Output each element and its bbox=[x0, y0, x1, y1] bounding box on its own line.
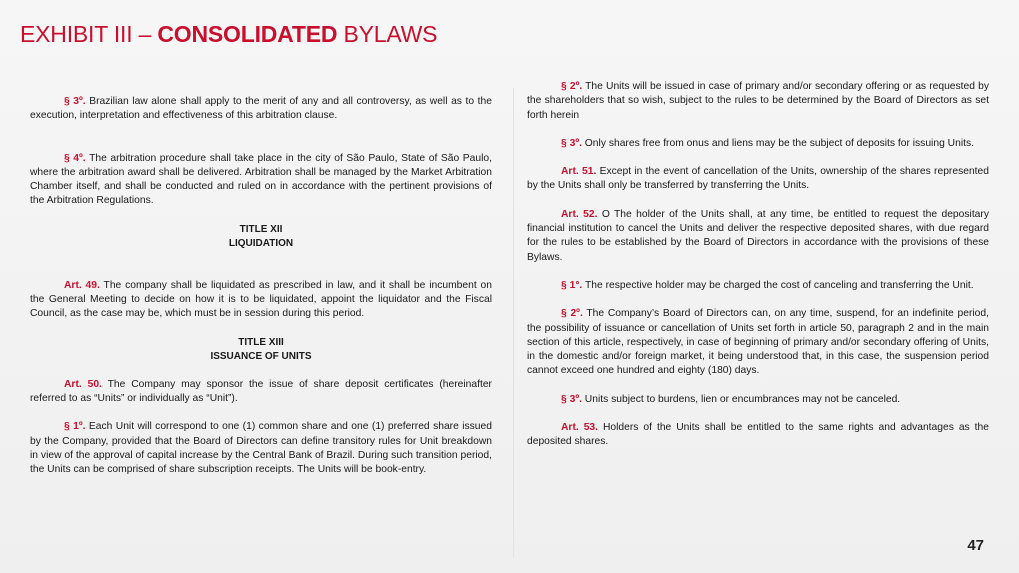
paragraph-lead: Art. 52. bbox=[561, 208, 598, 220]
paragraph-lead: Art. 53. bbox=[561, 422, 599, 434]
paragraph-lead: Art. 49. bbox=[64, 279, 100, 291]
heading-subtitle: LIQUIDATION bbox=[228, 237, 294, 249]
paragraph-lead: Art. 51. bbox=[561, 166, 597, 178]
paragraph bbox=[527, 137, 989, 151]
paragraph-text: Brazilian law alone shall apply to the merit of any and all controversy, as well as to the execution, interpretation and effectiveness of this arbitration clause. bbox=[30, 96, 492, 122]
right-column bbox=[527, 80, 989, 464]
paragraph-lead: § 3º. bbox=[64, 96, 86, 107]
paragraph-lead: § 3º. bbox=[561, 137, 582, 149]
paragraph-text: Holders of the Units shall be entitled to the same rights and advantages as the deposited shares. bbox=[527, 422, 989, 448]
title-prefix: EXHIBIT III – bbox=[20, 21, 158, 47]
paragraph bbox=[527, 208, 989, 265]
paragraph-lead: § 2º. bbox=[561, 81, 583, 92]
paragraph bbox=[30, 95, 492, 124]
paragraph-text: Only shares free from onus and liens may be the subject of deposits for issuing Units. bbox=[581, 137, 974, 149]
paragraph-text: The arbitration procedure shall take place in the city of São Paulo, State of São Paulo, where the arbitration award shall be delivered. Arbitration shall be managed by the Market Arbitration Chamber itself, and shall be conducted and ruled on in accordance with the pertinent provisions of the Arbitration Regulations. bbox=[30, 152, 492, 207]
paragraph bbox=[527, 307, 989, 378]
paragraph-text: The Company may sponsor the issue of share deposit certificates (hereinafter referred to as “Units” or individually as “Unit”). bbox=[30, 378, 492, 404]
paragraph-lead: § 1º. bbox=[64, 421, 86, 433]
paragraph-text: The company shall be liquidated as prescribed in law, and it shall be incumbent on the General Meeting to decide on how it is to be liquidated, appoint the liquidator and the Fiscal Council, as the case may be, which must be in session during this period. bbox=[30, 279, 492, 320]
paragraph-text: Units subject to burdens, lien or encumbrances may not be canceled. bbox=[581, 393, 901, 405]
paragraph bbox=[527, 279, 989, 293]
page-number: 47 bbox=[967, 537, 984, 554]
paragraph-lead: § 4º. bbox=[64, 152, 86, 164]
paragraph bbox=[30, 378, 492, 407]
title-suffix: BYLAWS bbox=[337, 21, 438, 47]
paragraph bbox=[527, 165, 989, 194]
paragraph-text: O The holder of the Units shall, at any time, be entitled to request the depositary financial institution to cancel the Units and deliver the respective deposited shares, with due regard for the rules to be established by the Board of Directors in accordance with the provisions of these Bylaws. bbox=[527, 208, 989, 263]
paragraph-lead: § 1°. bbox=[561, 279, 583, 291]
heading-subtitle: ISSUANCE OF UNITS bbox=[210, 350, 312, 362]
title-bold: CONSOLIDATED bbox=[157, 21, 338, 47]
heading-title: TITLE XII bbox=[239, 223, 283, 235]
paragraph-text: The respective holder may be charged the cost of canceling and transferring the Unit. bbox=[582, 279, 974, 291]
paragraph-text: Except in the event of cancellation of the Units, ownership of the shares represented by the Units shall only be transferred by transferring the Units. bbox=[527, 166, 989, 192]
paragraph-lead: Art. 50. bbox=[64, 378, 102, 390]
section-heading bbox=[30, 336, 492, 364]
paragraph bbox=[527, 421, 989, 450]
paragraph bbox=[30, 279, 492, 322]
page-title bbox=[20, 20, 437, 48]
paragraph-text: The Company’s Board of Directors can, on any time, suspend, for an indefinite period, the possibility of issuance or cancellation of Units set forth in article 50, paragraph 2 and in the main section of this article, respectively, in case of beginning of primary and/or secondary offering of Units, in the domestic and/or foreign market, it being understood that, in this case, the suspension period cannot exceed one hundred and eighty (180) days. bbox=[527, 308, 989, 377]
paragraph-lead: § 2º. bbox=[561, 308, 583, 320]
paragraph-lead: § 3º. bbox=[561, 393, 582, 405]
heading-title: TITLE XIII bbox=[238, 336, 284, 348]
paragraph-text: The Units will be issued in case of primary and/or secondary offering or as requested by the shareholders that so wish, subject to the rules to be determined by the Board of Directors as set forth herein bbox=[527, 81, 989, 121]
paragraph bbox=[30, 420, 492, 477]
column-divider bbox=[513, 88, 514, 558]
paragraph-text: Each Unit will correspond to one (1) common share and one (1) preferred share issued by the Company, provided that the Board of Directors can define transitory rules for Unit breakdown in view of the approval of capital increase by the Central Bank of Brazil. During such transition period, the Units can be comprised of share subscription receipts. The Units will be book-entry. bbox=[30, 421, 492, 476]
section-heading bbox=[30, 223, 492, 251]
left-column bbox=[30, 95, 492, 491]
paragraph bbox=[527, 393, 989, 407]
paragraph bbox=[30, 152, 492, 209]
paragraph bbox=[527, 80, 989, 123]
